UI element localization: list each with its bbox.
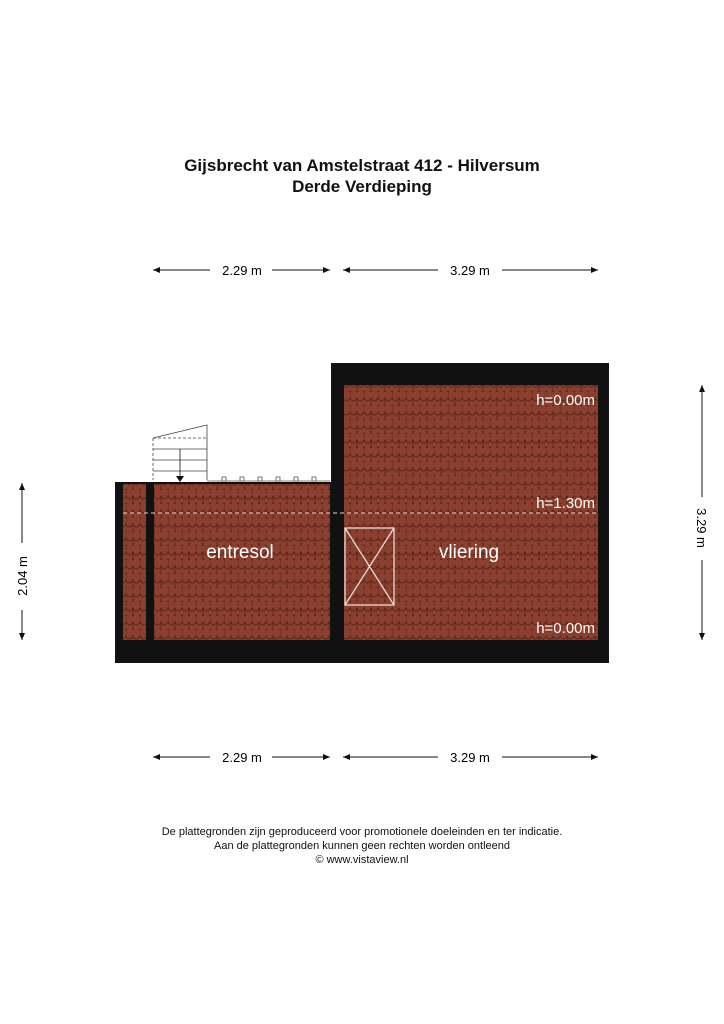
dimension-bottom-right — [343, 750, 598, 765]
dimension-bottom-left-label: 2.29 m — [222, 750, 262, 765]
dimension-top-right-label: 3.29 m — [450, 263, 490, 278]
dimension-right-height — [694, 385, 709, 640]
dimension-left-height-label: 2.04 m — [15, 556, 30, 596]
room-label-entresol: entresol — [206, 542, 274, 563]
height-label-top: h=0.00m — [536, 392, 595, 409]
address-title: Gijsbrecht van Amstelstraat 412 - Hilversum — [184, 156, 540, 175]
stair-arrow-icon — [176, 476, 184, 482]
stair-hatch — [153, 425, 207, 480]
dimension-bottom-left — [153, 750, 330, 765]
dimension-right-height-label: 3.29 m — [694, 508, 709, 548]
dimension-left-height — [15, 483, 30, 640]
footer-disclaimer-line1: De plattegronden zijn geproduceerd voor promotionele doeleinden en ter indicatie. — [161, 826, 563, 838]
room-label-vliering: vliering — [438, 542, 500, 563]
railing — [207, 477, 330, 481]
height-label-bottom: h=0.00m — [536, 620, 595, 637]
dimension-bottom-right-label: 3.29 m — [450, 750, 490, 765]
roof-tiles-left-strip — [123, 484, 146, 640]
footer-disclaimer-line2: Aan de plattegronden kunnen geen rechten worden ontleend — [213, 840, 510, 852]
height-label-middle: h=1.30m — [536, 495, 595, 512]
floor-title: Derde Verdieping — [292, 177, 432, 196]
dimension-top-left — [153, 263, 330, 278]
dimension-top-left-label: 2.29 m — [222, 263, 262, 278]
footer-copyright: © www.vistaview.nl — [315, 854, 409, 866]
dimension-top-right — [343, 263, 598, 278]
